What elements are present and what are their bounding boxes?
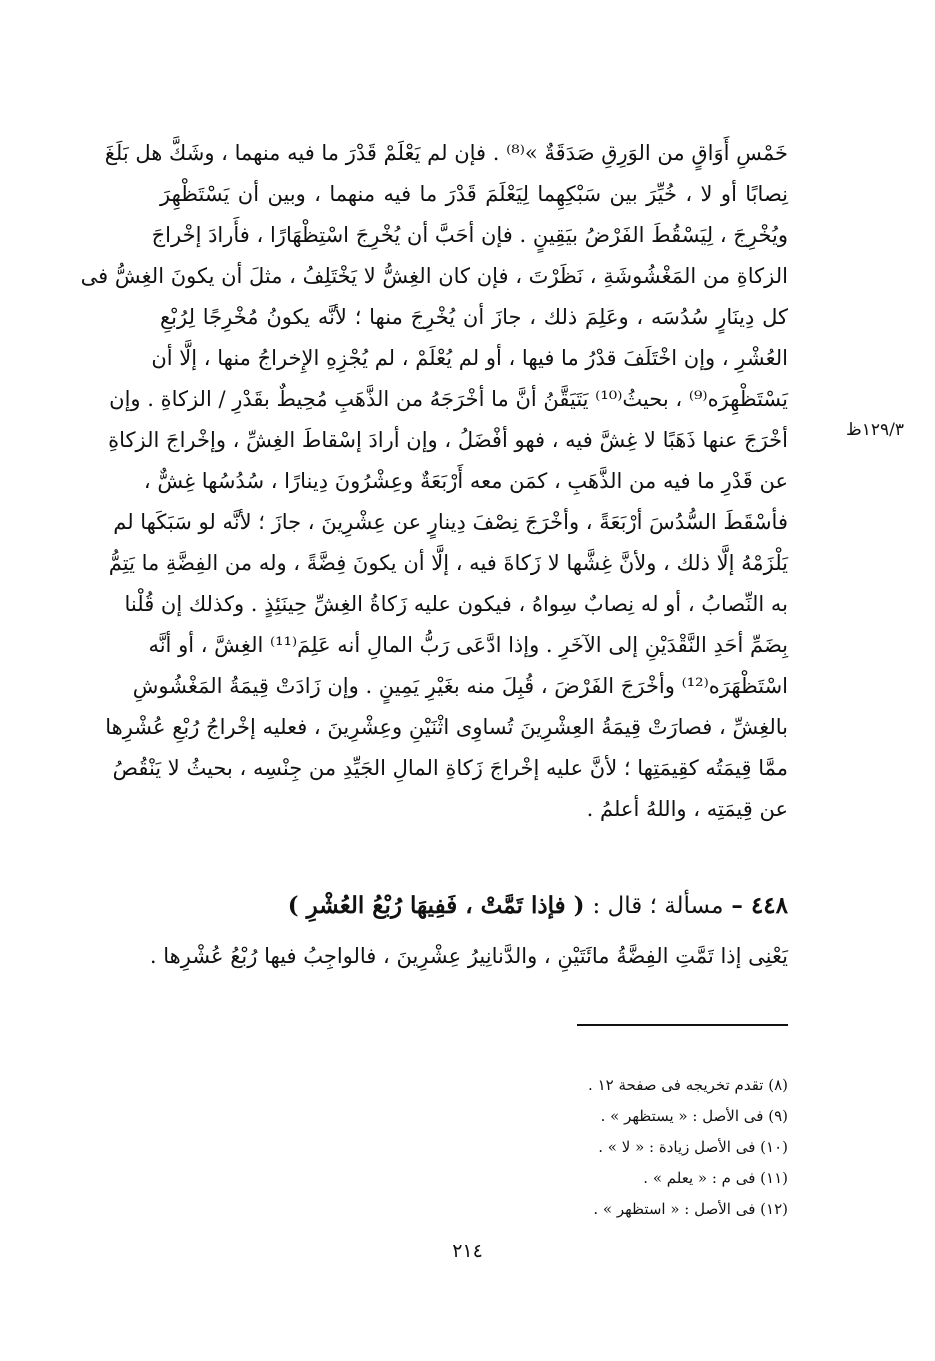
margin-folio-note: ١٢٩/٣ظ bbox=[846, 420, 904, 440]
text-line: بالغِشِّ ، فصارَتْ قِيمَةُ العِشْرِينَ تُساوِى اثْنَيْنِ وعِشْرِينَ ، فعليه إخْراجُ رُبْعِ عُشْرِها bbox=[105, 715, 788, 739]
footnotes bbox=[400, 1070, 788, 1225]
heading-label: مسألة ؛ قال : bbox=[592, 893, 724, 919]
text-line: العُشْرِ ، وإن اخْتَلَفَ قدْرُ ما فيها ، أو لم يُعْلَمْ ، لم يُجْزِهِ الإِخراجُ منها ، إلَّا أن bbox=[151, 346, 788, 370]
text-line: به النِّصابُ ، أو له نِصابٌ سِواهُ ، فيكون عليه زَكاةُ الغِشِّ حِينَئِذٍ . وكذلك إن قُلْنا bbox=[124, 592, 788, 616]
text-line: اسْتَظْهَرَه⁽¹²⁾ وأخْرَجَ الفَرْضَ ، قُبِلَ منه بغَيْرِ يَمِينٍ . وإن زَادَتْ قِيمَةُ المَغْشُوشِ bbox=[132, 674, 788, 698]
text-line: نِصابًا أو لا ، خُيِّرَ بين سَبْكِهِما لِيَعْلَمَ قَدْرَ ما فيه منهما ، وبين أن يَسْتَظْهِرَ bbox=[160, 182, 788, 206]
issue-number: ٤٤٨ bbox=[750, 892, 788, 919]
text-line: بِضَمِّ أحَدِ النَّقْدَيْنِ إلى الآخَرِ . وإذا ادَّعَى رَبُّ المالِ أنه عَلِمَ⁽¹¹⁾ الغِشَّ ، أو أنَّه bbox=[148, 633, 788, 657]
footnote: (١٢) فى الأصل : « استظهر » . bbox=[593, 1200, 788, 1218]
section-heading bbox=[160, 892, 788, 919]
text-line: عن قَدْرِ ما فيه من الذَّهَبِ ، كمَن معه أَرْبَعَةٌ وعِشْرُونَ دِينارًا ، سُدُسُها غِشٌّ ، bbox=[143, 469, 788, 493]
footnote: (٩) فى الأصل : « يستظهر » . bbox=[600, 1107, 788, 1125]
explanation-text: يَعْنِى إذا تَمَّتِ الفِضَّةُ مائَتَيْنِ ، والدَّنانِيرُ عِشْرِينَ ، فالواجِبُ فيها رُبْعُ عُشْرِها . bbox=[149, 944, 788, 968]
text-line: كل دِينَارٍ سُدُسَه ، وعَلِمَ ذلك ، جازَ أن يُخْرِجَ منها ؛ لأنَّه يكونُ مُخْرِجًا لِرُبْعِ bbox=[160, 305, 788, 329]
text-line: أخْرَجَ عنها ذَهَبًا لا غِشَّ فيه ، فهو أفْضَلُ ، وإن أرادَ إسْقاطَ الغِشِّ ، وإخْراجَ الزكاةِ bbox=[108, 428, 788, 452]
text-line: يَلْزَمْهُ إلَّا ذلك ، ولأنَّ غِشَّها لا زَكاةَ فيه ، إلَّا أن يكونَ فِضَّةً ، وله من الفِضَّةِ ما يَتِمُّ bbox=[108, 551, 788, 575]
heading-dash: – bbox=[731, 892, 743, 919]
footnote: (٨) تقدم تخريجه فى صفحة ١٢ . bbox=[588, 1076, 788, 1094]
text-line: يَسْتَظْهِرَه⁽⁹⁾ ، بحيثُ⁽¹⁰⁾ يَتَيَقَّنُ أنَّ ما أخْرَجَهُ من الذَّهَبِ مُحِيطٌ بقَدْرِ / الزكاةِ . وإن bbox=[109, 387, 788, 411]
heading-quote: ( فإذا تَمَّتْ ، فَفِيهَا رُبْعُ العُشْرِ ) bbox=[287, 892, 585, 919]
text-line: فأسْقَطَ السُّدُسَ أرْبَعَةً ، وأخْرَجَ نِصْفَ دِينارٍ عن عِشْرِينَ ، جازَ ؛ لأنَّه لو سَبَكَها لم bbox=[113, 510, 788, 534]
text-line: ويُخْرِجَ ، لِيَسْقُطَ الفَرْضُ بيَقِينٍ . فإن أحَبَّ أن يُخْرِجَ اسْتِظْهَارًا ، فأَرادَ إخْراجَ bbox=[151, 223, 788, 247]
footnote: (١١) فى م : « يعلم » . bbox=[643, 1169, 788, 1187]
footnote-separator bbox=[577, 1024, 788, 1026]
text-line: الزكاةِ من المَغْشُوشَةِ ، نَظَرْتَ ، فإن كان الغِشُّ لا يَخْتَلِفُ ، مثلَ أن يكونَ الغِشُّ فى bbox=[80, 264, 788, 288]
footnote: (١٠) فى الأصل زيادة : « لا » . bbox=[598, 1138, 788, 1156]
body-text bbox=[80, 133, 788, 830]
text-line: ممَّا قِيمَتُه كقِيمَتِها ؛ لأنَّ عليه إخْراجَ زَكاةِ المالِ الجَيِّدِ من جِنْسِه ، بحيثُ لا يَنْقُصُ bbox=[112, 756, 788, 780]
page-number: ٢١٤ bbox=[452, 1240, 483, 1262]
text-line: عن قِيمَتِه ، واللهُ أعلمُ . bbox=[586, 797, 788, 821]
text-line: خَمْسِ أَوَاقٍ من الوَرِقِ صَدَقَةٌ »⁽⁸⁾ . فإن لم يَعْلَمْ قَدْرَ ما فيه منهما ، وشَكَّ هل بَلَغَ bbox=[104, 141, 788, 165]
